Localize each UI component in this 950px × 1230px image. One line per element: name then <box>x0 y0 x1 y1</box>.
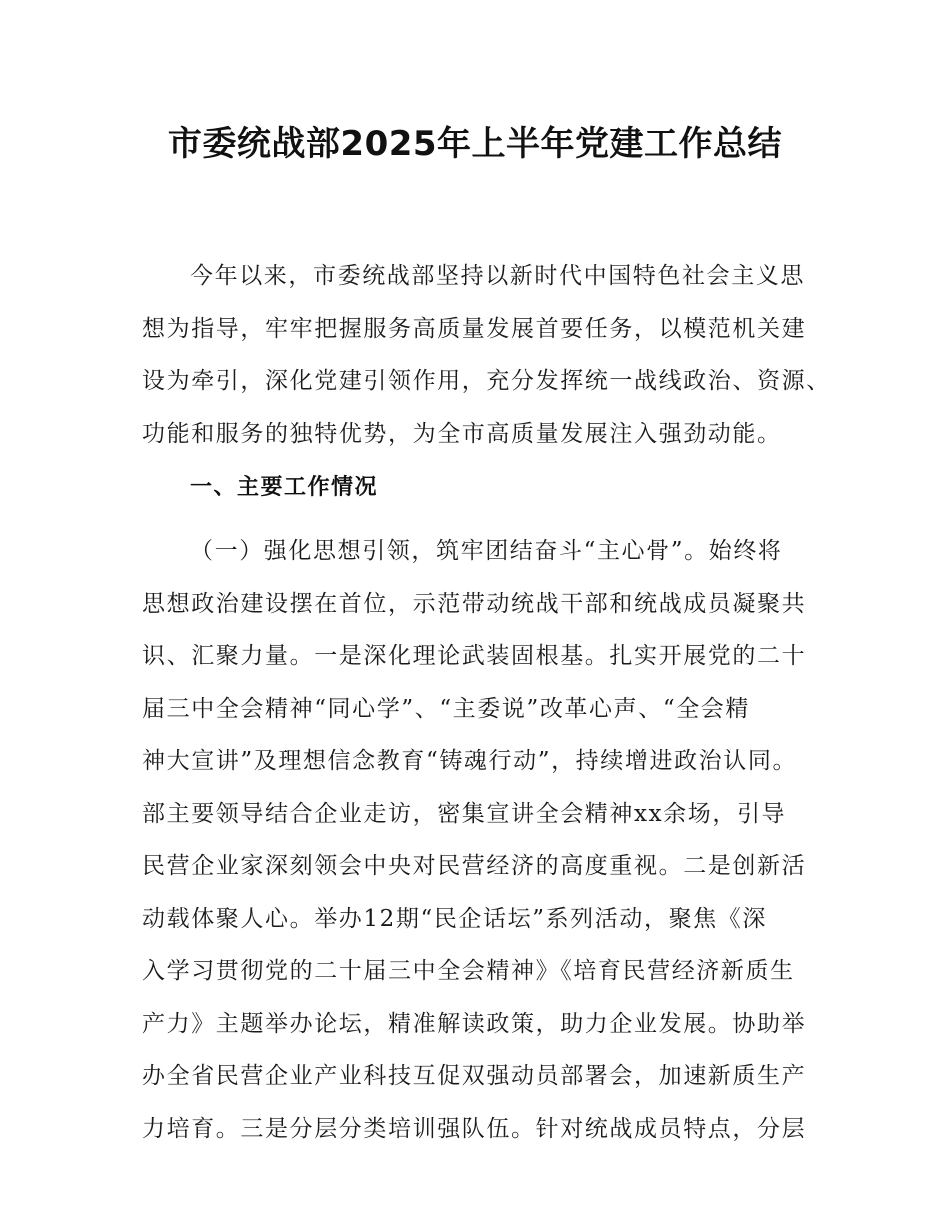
paragraph-line: 功能和服务的独特优势，为全市高质量发展注入强劲动能。 <box>142 420 782 447</box>
paragraph-line: （一）强化思想引领，筑牢团结奋斗“主心骨”。始终将 <box>190 538 783 564</box>
document-title: 市委统战部2025年上半年党建工作总结 <box>167 124 783 164</box>
paragraph-line: 今年以来，市委统战部坚持以新时代中国特色社会主义思 <box>190 263 805 289</box>
paragraph-line: 产力》主题举办论坛，精准解读政策，助力企业发展。协助举 <box>142 1010 807 1037</box>
paragraph-line: 部主要领导结合企业走访，密集宣讲全会精神xx余场，引导 <box>142 800 787 827</box>
intro-paragraph <box>142 250 831 460</box>
paragraph-line: 设为牵引，深化党建引领作用，充分发挥统一战线政治、资源、 <box>142 368 831 394</box>
section-paragraph <box>142 525 822 1155</box>
paragraph-line: 动载体聚人心。举办12期“民企话坛”系列活动，聚焦《深 <box>142 905 767 932</box>
paragraph-line: 神大宣讲”及理想信念教育“铸魂行动”，持续增进政治认同。 <box>142 748 798 774</box>
paragraph-line: 想为指导，牢牢把握服务高质量发展首要任务，以模范机关建 <box>142 315 807 342</box>
paragraph-line: 识、汇聚力量。一是深化理论武装固根基。扎实开展党的二十 <box>142 643 807 669</box>
paragraph-line: 届三中全会精神“同心学”、“主委说”改革心声、“全会精 <box>142 695 750 722</box>
paragraph-line: 入学习贯彻党的二十届三中全会精神》《培育民营经济新质生 <box>142 958 795 984</box>
paragraph-line: 民营企业家深刻领会中央对民营经济的高度重视。二是创新活 <box>142 853 807 879</box>
section-heading: 一、主要工作情况 <box>190 475 379 500</box>
paragraph-line: 办全省民营企业产业科技互促双强动员部署会，加速新质生产 <box>142 1063 807 1089</box>
paragraph-line: 力培育。三是分层分类培训强队伍。针对统战成员特点，分层 <box>142 1115 807 1142</box>
paragraph-line: 思想政治建设摆在首位，示范带动统战干部和统战成员凝聚共 <box>142 590 807 617</box>
